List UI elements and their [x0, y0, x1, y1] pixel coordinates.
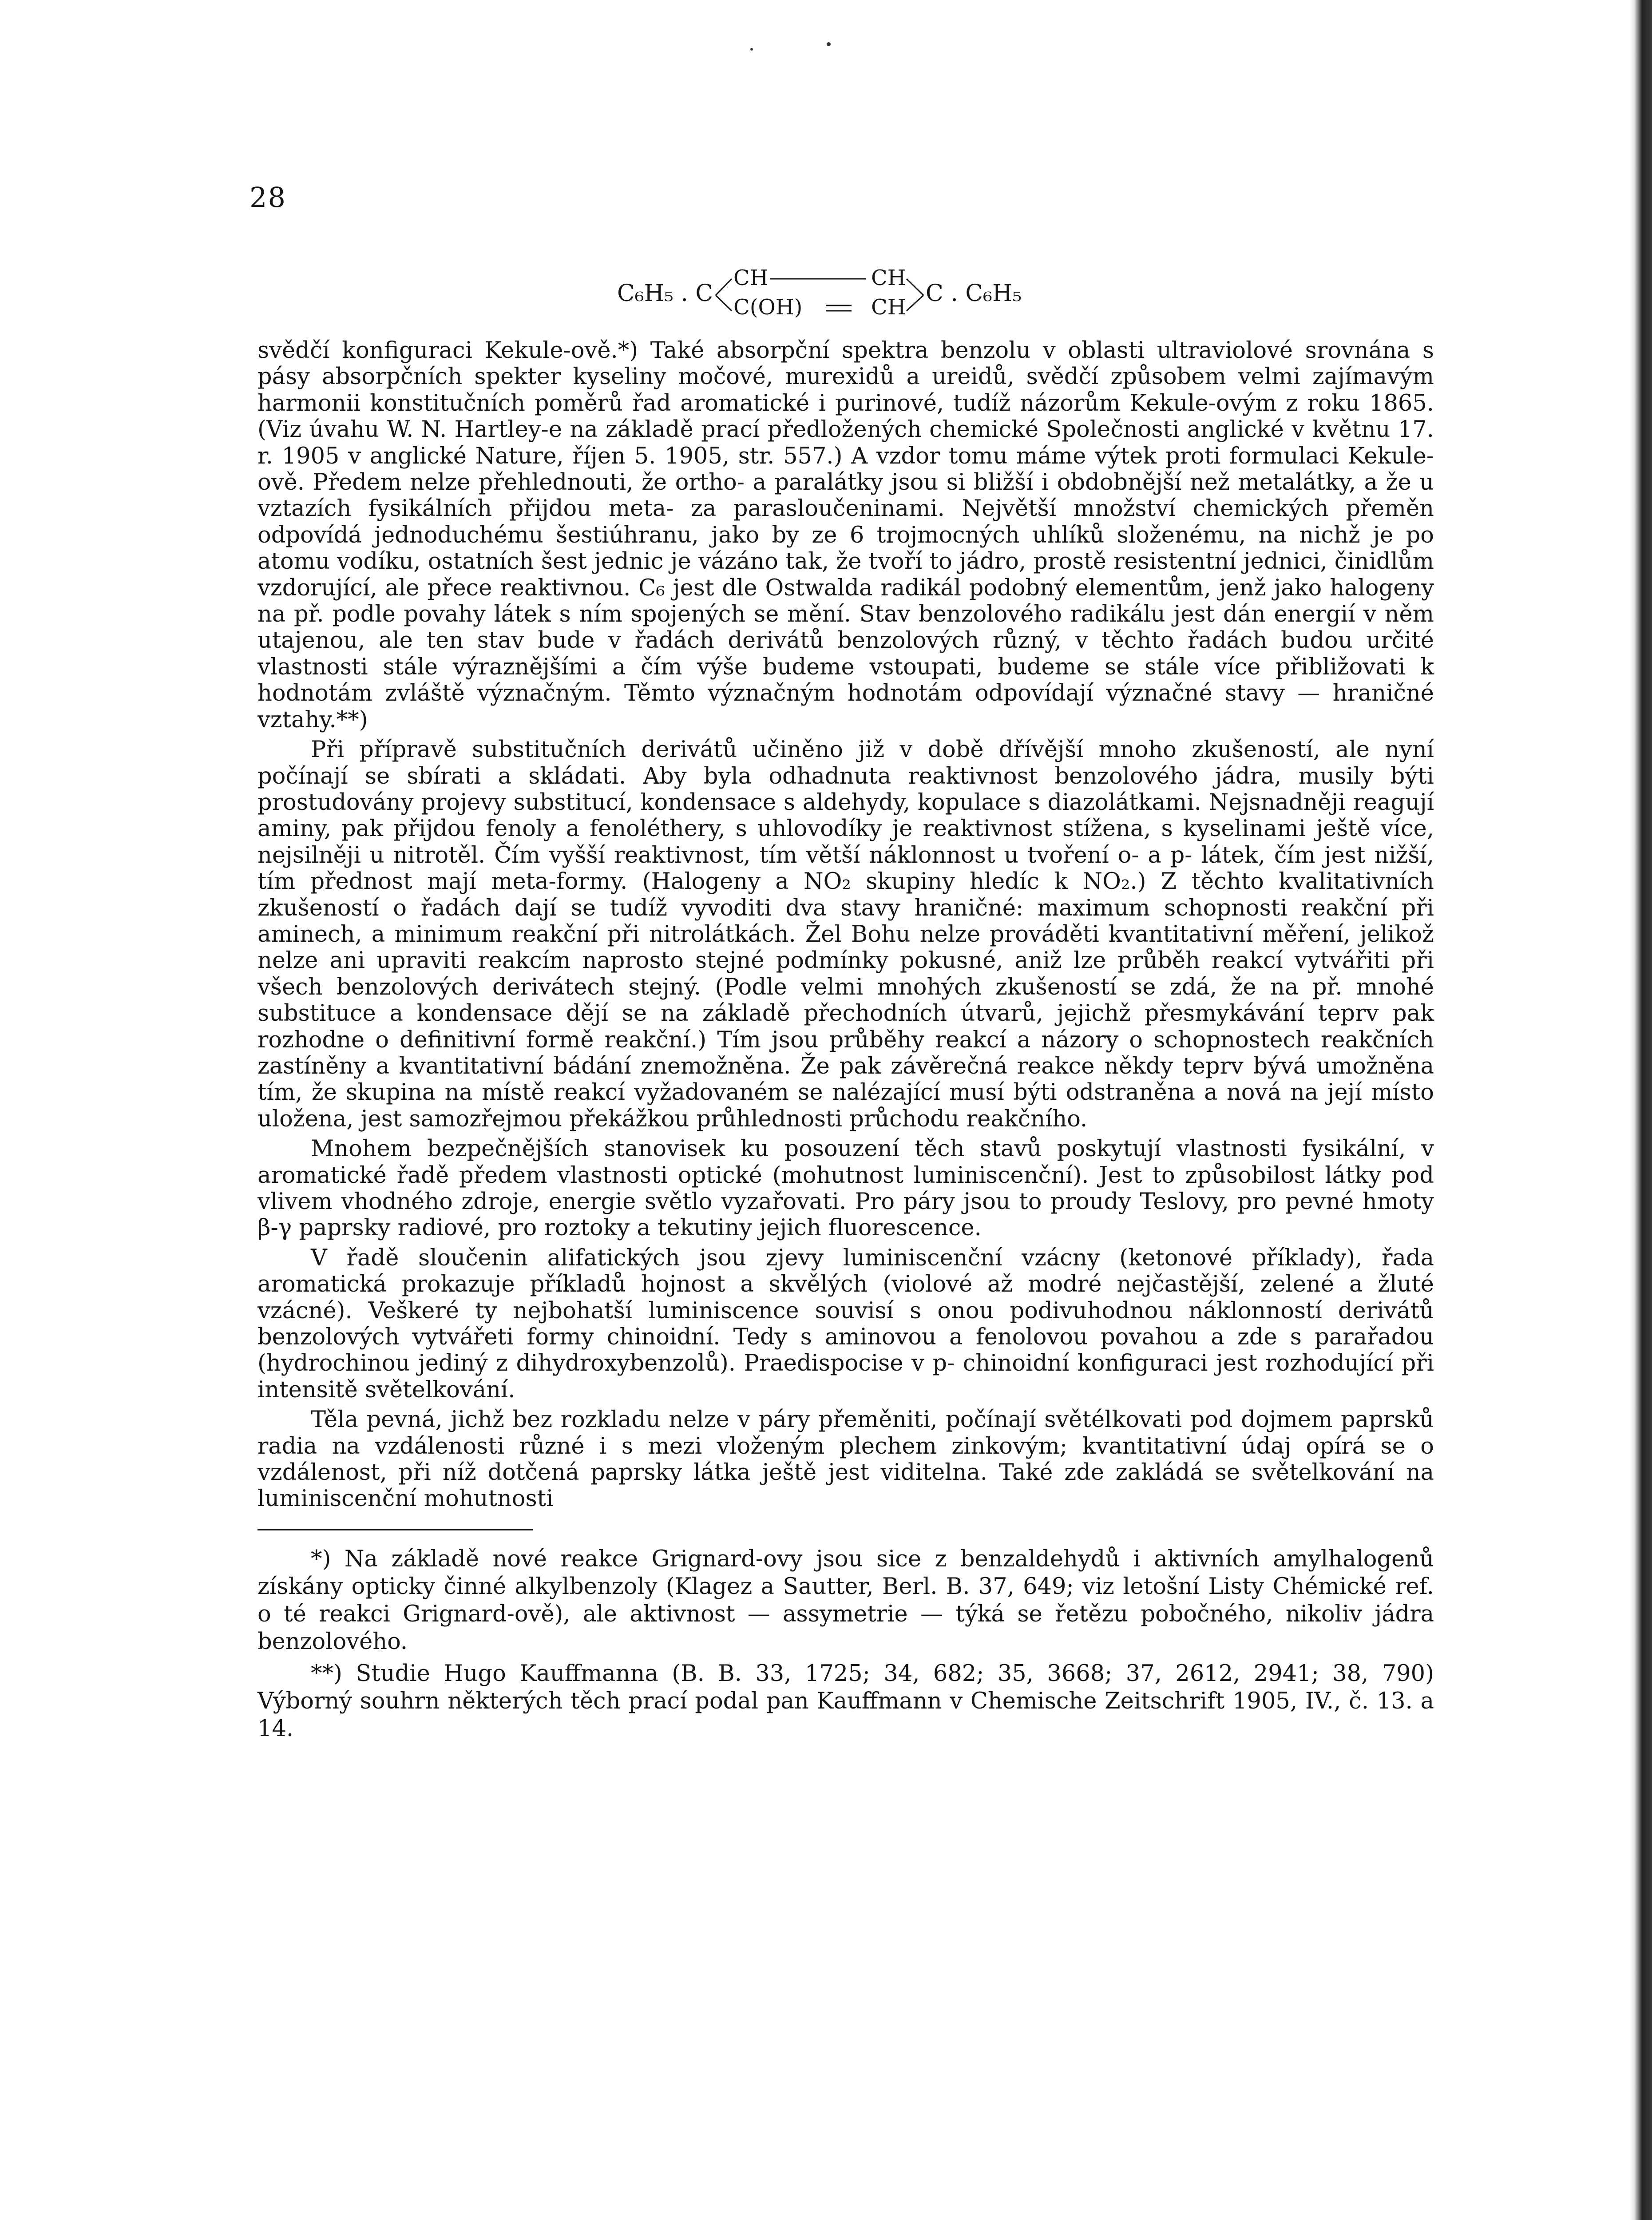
- formula-bottom-right: CH: [871, 295, 906, 320]
- footnotes: [258, 1546, 1434, 1743]
- formula-left-group: C₆H₅ . C: [617, 280, 713, 307]
- formula-bond: [907, 295, 923, 311]
- formula-bottom-left: C(OH): [733, 295, 803, 320]
- formula-top-right: CH: [871, 266, 906, 290]
- scan-page-edge: [1630, 0, 1652, 2220]
- footnote: **) Studie Hugo Kauffmanna (B. B. 33, 1725; 34, 682; 35, 3668; 37, 2612, 2941; 38, 790) Výborný souhrn některých těch prací podal pan Kauffmann v Chemische Zeitschrift 1905, IV., č. 13. a 14.: [258, 1660, 1434, 1742]
- scan-speck: [827, 42, 831, 46]
- formula-bond: [716, 295, 732, 311]
- footnote-separator: [258, 1529, 533, 1530]
- paragraph: V řadě sloučenin alifatických jsou zjevy luminiscenční vzácny (ketonové příklady), řada aromatická prokazuje příkladů hojnost a skvělých (violové až modré nejčastější, zelené a žluté vzácné). Veškeré ty nejbohatší luminiscence souvisí s onou podivuhodnou náklonností derivátů benzolových vytvářeti formy chinoidní. Tedy s aminovou a fenolovou povahou a zde s parařadou (hydrochinou jediný z dihydroxybenzolů). Praedispocise v p- chinoidní konfiguraci jest rozhodující při intensitě světelkování.: [258, 1245, 1434, 1403]
- scan-speck: [750, 48, 753, 51]
- paragraph: Mnohem bezpečnějších stanovisek ku posouzení těch stavů poskytují vlastnosti fysikální, v aromatické řadě předem vlastnosti optické (mohutnost luminiscenční). Jest to způsobilost látky pod vlivem vhodného zdroje, energie světlo vyzařovati. Pro páry jsou to proudy Teslovy, pro pevné hmoty β-γ paprsky radiové, pro roztoky a tekutiny jejich fluorescence.: [258, 1136, 1434, 1241]
- footnote: *) Na základě nové reakce Grignard-ovy jsou sice z benzaldehydů i aktivních amylhalogenů získány opticky činné alkylbenzoly (Klagez a Sautter, Berl. B. 37, 649; viz letošní Listy Chémické ref. o té reakci Grignard-ově), ale aktivnost — assymetrie — týká se řetězu pobočného, nikoliv jádra benzolového.: [258, 1546, 1434, 1655]
- formula-right-group: C . C₆H₅: [926, 280, 1022, 307]
- chemical-formula: [617, 249, 1105, 329]
- formula-top-left: CH: [733, 266, 769, 290]
- article-body: [258, 337, 1434, 1747]
- paragraph: Při přípravě substitučních derivátů učiněno již v době dřívější mnoho zkušeností, ale nyní počínají se sbírati a skládati. Aby byla odhadnuta reaktivnost benzolového jádra, musily býti prostudovány projevy substitucí, kondensace s aldehydy, kopulace s diazolátkami. Nejsnadněji reagují aminy, pak přijdou fenoly a fenoléthery, s uhlovodíky je reaktivnost stížena, s kyselinami ještě více, nejsilněji u nitrotěl. Čím vyšší reaktivnost, tím větší náklonnost u tvoření o- a p- látek, čím jest nižší, tím přednost mají meta-formy. (Halogeny a NO₂ skupiny hledíc k NO₂.) Z těchto kvalitativních zkušeností o řadách dají se tudíž vyvoditi dva stavy hraničné: maximum schopnosti reakční při aminech, a minimum reakční při nitrolátkách. Žel Bohu nelze prováděti kvantitativní měření, jelikož nelze ani upraviti reakcím naprosto stejné podmínky pokusné, aniž lze průběh reakcí vytvářiti při všech benzolových derivátech stejný. (Podle velmi mnohých zkušeností se zdá, že na př. mnohé substituce a kondensace dějí se na základě přechodních útvarů, jejichž přesmykávání teprv pak rozhodne o definitivní formě reakční.) Tím jsou průběhy reakcí a názory o schopnostech reakčních zastíněny a kvantitativní bádání znemožněna. Že pak závěrečná reakce někdy teprv bývá umožněna tím, že skupina na místě reakcí vyžadovaném se nalézající musí býti odstraněna a nová na její místo uložena, jest samozřejmou překážkou průhlednosti průchodu reakčního.: [258, 737, 1434, 1132]
- paragraph: Těla pevná, jichž bez rozkladu nelze v páry přeměniti, počínají světélkovati pod dojmem paprsků radia na vzdálenosti různé i s mezi vloženým plechem zinkovým; kvantitativní údaj opírá se o vzdálenost, při níž dotčená paprsky látka ještě jest viditelna. Také zde zakládá se světelkování na luminiscenční mohutnosti: [258, 1407, 1434, 1512]
- page-number: 28: [250, 181, 286, 214]
- formula-bond: [716, 279, 732, 295]
- formula-bond: [907, 279, 923, 295]
- paragraph: svědčí konfiguraci Kekule-ově.*) Také absorpční spektra benzolu v oblasti ultraviolové srovnána s pásy absorpčních spekter kyseliny močové, murexidů a ureidů, svědčí způsobem velmi zajímavým harmonii konstitučních poměrů řad aromatické i purinové, tudíž názorům Kekule-ovým z roku 1865. (Viz úvahu W. N. Hartley-e na základě prací předložených chemické Společnosti anglické v květnu 17. r. 1905 v anglické Nature, říjen 5. 1905, str. 557.) A vzdor tomu máme výtek proti formulaci Kekule-ově. Předem nelze přehlednouti, že ortho- a paralátky jsou si bližší i obdobnější než metalátky, a že u vztazích fysikálních přijdou meta- za parasloučeninami. Největší množství chemických přeměn odpovídá jednoduchému šestiúhranu, jako by ze 6 trojmocných uhlíků složenému, na nichž je po atomu vodíku, ostatních šest jednic je vázáno tak, že tvoří to jádro, prostě resistentní jednici, činidlům vzdorující, ale přece reaktivnou. C₆ jest dle Ostwalda radikál podobný elementům, jenž jako halogeny na př. podle povahy látek s ním spojených se mění. Stav benzolového radikálu jest dán energií v něm utajenou, ale ten stav bude v řadách derivátů benzolových různý, v těchto řadách budou určité vlastnosti stále výraznějšími a čím výše budeme vstoupati, budeme se stále více přibližovati k hodnotám zvláště význačným. Těmto význačným hodnotám odpovídají význačné stavy — hraničné vztahy.**): [258, 337, 1434, 733]
